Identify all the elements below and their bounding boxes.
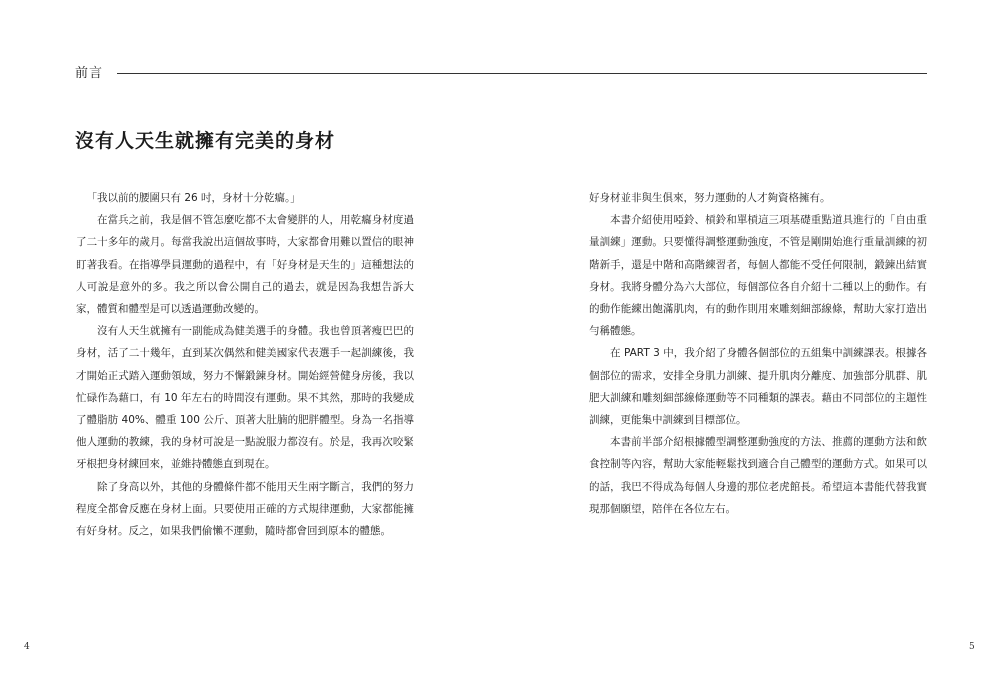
page-number-left: 4 — [24, 642, 30, 652]
paragraph: 本書介紹使用啞鈴、槓鈴和單槓這三項基礎重點道具進行的「自由重量訓練」運動。只要懂得調整運動強度，不管是剛開始進行重量訓練的初階新手，還是中階和高階練習者，每個人都能不受任何限制，鍛鍊出結實身材。我將身體分為六大部位，每個部位各自介紹十二種以上的動作。有的動作能練出飽滿肌肉，有的動作則用來雕刻細部線條，幫助大家打造出勻稱體態。 — [589, 214, 927, 338]
paragraph: 「我以前的腰圍只有 26 吋，身材十分乾癟。」 — [86, 192, 301, 204]
paragraph: 在 PART 3 中，我介紹了身體各個部位的五組集中訓練課表。根據各個部位的需求，安排全身肌力訓練、提升肌肉分離度、加強部分肌群、肌肥大訓練和雕刻細部線條運動等不同種類的課表。藉由不同部位的主題性訓練，更能集中訓練到目標部位。 — [589, 347, 927, 427]
paragraph: 本書前半部介紹根據體型調整運動強度的方法、推薦的運動方法和飲食控制等內容，幫助大家能輕鬆找到適合自己體型的運動方式。如果可以的話，我巴不得成為每個人身邊的那位老虎館長。希望這本書能代替我實現那個願望，陪伴在各位左右。 — [589, 436, 927, 515]
page-number-right: 5 — [969, 642, 975, 652]
section-label: 前言 — [75, 66, 104, 81]
paragraph: 好身材並非與生俱來，努力運動的人才夠資格擁有。 — [589, 192, 831, 204]
header-rule — [117, 73, 927, 74]
right-text-column — [589, 187, 927, 520]
paragraph: 除了身高以外，其他的身體條件都不能用天生兩字斷言，我們的努力程度全都會反應在身材上面。只要使用正確的方式規律運動，大家都能擁有好身材。反之，如果我們偷懶不運動，隨時都會回到原本的體態。 — [76, 480, 414, 538]
chapter-title: 沒有人天生就擁有完美的身材 — [75, 130, 336, 152]
left-text-column — [76, 187, 414, 542]
section-header — [75, 64, 927, 84]
paragraph: 沒有人天生就擁有一副能成為健美選手的身體。我也曾頂著瘦巴巴的身材，活了二十幾年，直到某次偶然和健美國家代表選手一起訓練後，我才開始正式踏入運動領域，努力不懈鍛鍊身材。開始經營健身房後，我以忙碌作為藉口，有 10 年左右的時間沒有運動。果不其然，那時的我變成了體脂肪 40%、體重 100 公斤、頂著大肚腩的肥胖體型。身為一名指導他人運動的教練，我的身材可說是一點說服力都沒有。於是，我再次咬緊牙根把身材練回來，並維持體態直到現在。 — [76, 325, 414, 471]
paragraph: 在當兵之前，我是個不管怎麼吃都不太會變胖的人，用乾癟身材度過了二十多年的歲月。每當我說出這個故事時，大家都會用難以置信的眼神盯著我看。在指導學員運動的過程中，有「好身材是天生的」這種想法的人可說是意外的多。我之所以會公開自己的過去，就是因為我想告訴大家，體質和體型是可以透過運動改變的。 — [76, 214, 414, 316]
